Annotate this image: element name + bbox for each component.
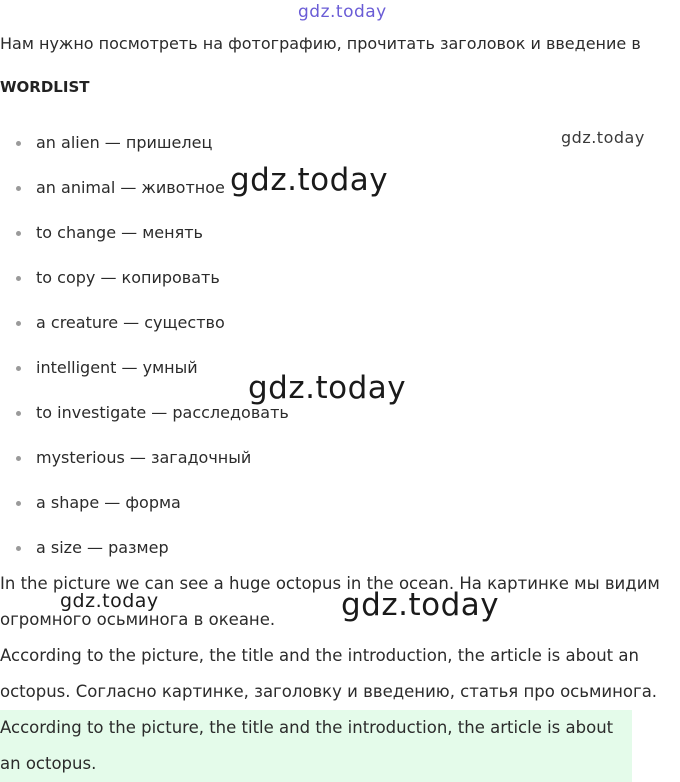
watermark-small: gdz.today [60,590,159,612]
list-item: an animal — животное [16,175,289,220]
watermark-top: gdz.today [298,2,387,22]
wordlist-heading: WORDLIST [0,78,90,96]
list-item: to change — менять [16,220,289,265]
list-item: to investigate — расследовать [16,400,289,445]
list-item: a shape — форма [16,490,289,535]
watermark-right: gdz.today [561,128,645,147]
list-item: to copy — копировать [16,265,289,310]
list-item: a size — размер [16,535,289,580]
paragraph-article: According to the picture, the title and the introduction, the article is about an octopus. Согласно картинке, заголовку и введению, статья про осьминога. [0,646,658,701]
watermark-large: gdz.today [230,162,389,198]
paragraph-picture: In the picture we can see a huge octopus in the ocean. На картинке мы видим огромного осьминога в океане. [0,574,660,629]
watermark-large: gdz.today [248,370,407,406]
list-item: an alien — пришелец [16,130,289,175]
list-item: intelligent — умный [16,355,289,400]
list-item: mysterious — загадочный [16,445,289,490]
list-item: a creature — существо [16,310,289,355]
watermark-large: gdz.today [341,587,500,623]
answer-box: According to the picture, the title and the introduction, the article is about an octopus. [0,710,632,782]
intro-text: Нам нужно посмотреть на фотографию, прочитать заголовок и введение в [0,34,641,53]
